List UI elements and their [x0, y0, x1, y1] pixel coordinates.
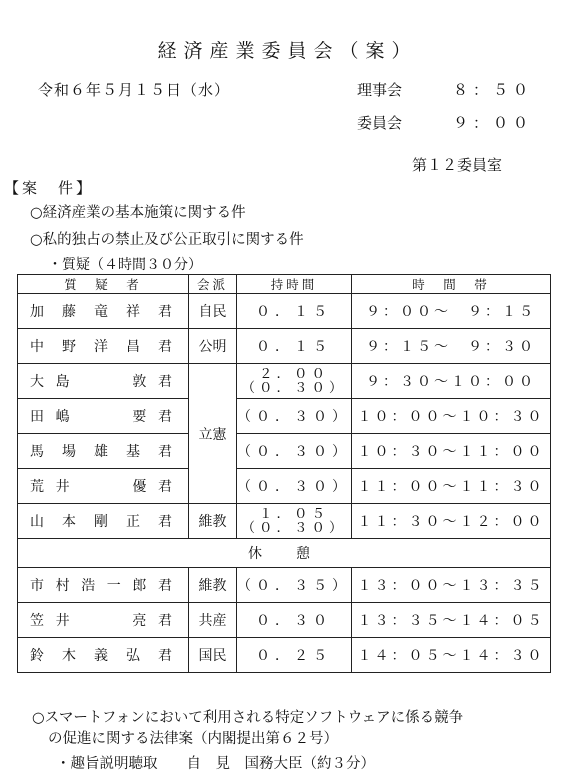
table-row: [18, 399, 551, 434]
schedule-time-committee: ９：００: [453, 114, 534, 132]
allotted-time: ０．２５: [237, 638, 352, 673]
allotted-time: [237, 504, 352, 539]
questioner-name: 山本剛正君: [18, 504, 189, 539]
questioner-name: 鈴木義弘君: [18, 638, 189, 673]
table-row: [18, 504, 551, 539]
time-slot: １３：００～１３：３５: [352, 568, 551, 603]
meeting-room: 第１２委員室: [412, 156, 503, 174]
party: 自民: [189, 294, 237, 329]
table-row: [18, 294, 551, 329]
allotted-time: [237, 364, 352, 399]
page-title: 経済産業委員会（案）: [157, 40, 418, 62]
party: 国民: [189, 638, 237, 673]
recess-row: [18, 539, 551, 568]
questioner-name: 田嶋 要君: [18, 399, 189, 434]
header-slot: 時 間 帯: [352, 275, 551, 294]
questioning-table: [17, 274, 551, 673]
questioner-name: 荒井 優君: [18, 469, 189, 504]
allotted-time-individual: （０．３０）: [241, 520, 347, 536]
time-slot: １０：００～１０：３０: [352, 399, 551, 434]
schedule-label-committee: 委員会: [357, 114, 403, 132]
questioner-name: 加藤竜祥君: [18, 294, 189, 329]
time-slot: ９：００～ ９：１５: [352, 294, 551, 329]
party: 共産: [189, 603, 237, 638]
allotted-time: （０．３０）: [237, 434, 352, 469]
allotted-time: （０．３５）: [237, 568, 352, 603]
questioner-name: 市村浩一郎君: [18, 568, 189, 603]
bill-item-line-1: ○スマートフォンにおいて利用される特定ソフトウェアに係る競争: [32, 710, 464, 726]
allotted-time: ０．１５: [237, 329, 352, 364]
time-slot: １３：３５～１４：０５: [352, 603, 551, 638]
table-row: [18, 469, 551, 504]
table-row: [18, 638, 551, 673]
recess-label: 休 憩: [18, 539, 551, 568]
allotted-time: （０．３０）: [237, 469, 352, 504]
allotted-time-total: ２．００: [259, 366, 329, 382]
party: 維教: [189, 504, 237, 539]
allotted-time-individual: （０．３０）: [241, 380, 347, 396]
allotted-time: ０．３０: [237, 603, 352, 638]
allotted-time-total: １．０５: [259, 506, 329, 522]
table-row: [18, 568, 551, 603]
agenda-item-1: ○経済産業の基本施策に関する件: [30, 205, 246, 221]
party: 公明: [189, 329, 237, 364]
allotted-time: ０．１５: [237, 294, 352, 329]
bill-item-line-2: の促進に関する法律案（内閣提出第６２号）: [48, 731, 338, 747]
questioner-name: 大島 敦君: [18, 364, 189, 399]
questioning-subitem: ・質疑（４時間３０分）: [48, 257, 202, 273]
time-slot: ９：１５～ ９：３０: [352, 329, 551, 364]
time-slot: １１：３０～１２：００: [352, 504, 551, 539]
party: 立憲: [189, 364, 237, 504]
party: 維教: [189, 568, 237, 603]
meeting-date: 令和６年５月１５日（水）: [38, 81, 231, 99]
bill-subitem: ・趣旨説明聴取 自 見 国務大臣（約３分）: [56, 756, 375, 772]
agenda-item-2: ○私的独占の禁止及び公正取引に関する件: [30, 232, 304, 248]
time-slot: １１：００～１１：３０: [352, 469, 551, 504]
allotted-time: （０．３０）: [237, 399, 352, 434]
header-party: 会派: [189, 275, 237, 294]
questioner-name: 馬場雄基君: [18, 434, 189, 469]
header-questioner: 質 疑 者: [18, 275, 189, 294]
header-time: 持時間: [237, 275, 352, 294]
table-row: [18, 603, 551, 638]
table-row: [18, 364, 551, 399]
table-row: [18, 329, 551, 364]
table-header-row: [18, 275, 551, 294]
table-row: [18, 434, 551, 469]
time-slot: １０：３０～１１：００: [352, 434, 551, 469]
time-slot: ９：３０～１０：００: [352, 364, 551, 399]
questioner-name: 中野洋昌君: [18, 329, 189, 364]
agenda-heading: 【案 件】: [4, 179, 95, 197]
schedule-time-board: ８：５０: [453, 81, 534, 99]
schedule-label-board: 理事会: [357, 81, 403, 99]
time-slot: １４：０５～１４：３０: [352, 638, 551, 673]
questioner-name: 笠井 亮君: [18, 603, 189, 638]
